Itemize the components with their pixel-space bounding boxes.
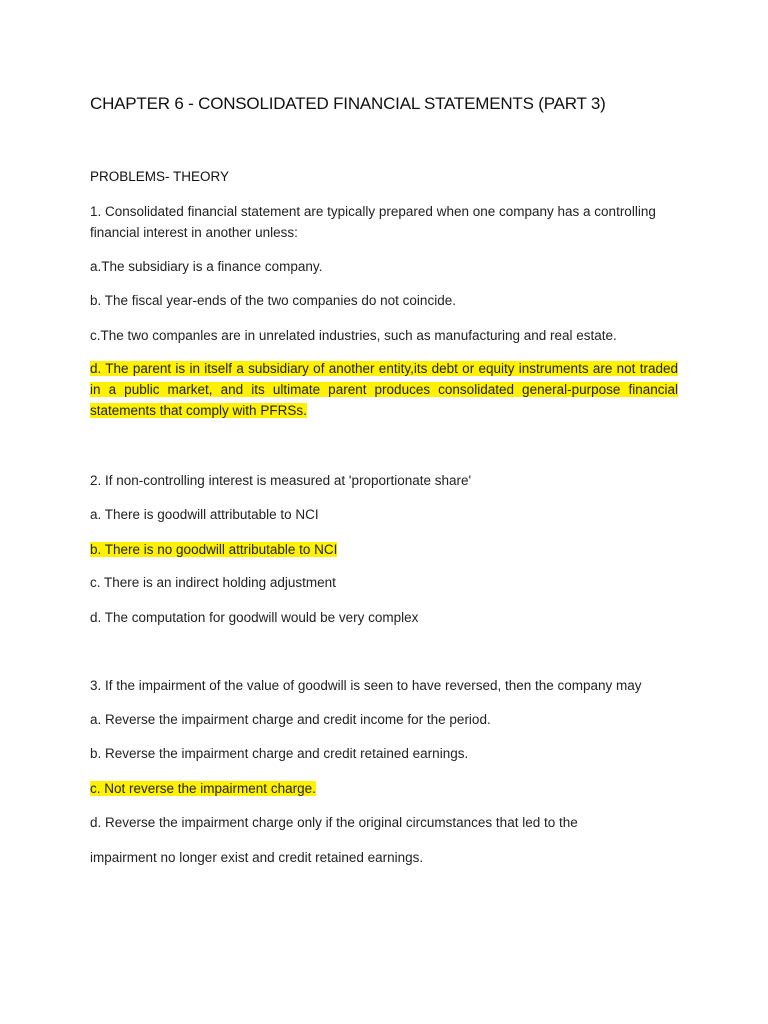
answer-highlight: c. Not reverse the impairment charge. [90,781,316,796]
q3-option-d-continued: impairment no longer exist and credit retained earnings. [90,850,424,865]
question-3: 3. If the impairment of the value of goodwill is seen to have reversed, then the company may [90,678,642,693]
q2-option-c: c. There is an indirect holding adjustment [90,575,336,590]
q3-option-a: a. Reverse the impairment charge and credit income for the period. [90,712,491,727]
q3-option-d: d. Reverse the impairment charge only if the original circumstances that led to the [90,815,578,830]
q2-option-d: d. The computation for goodwill would be very complex [90,610,419,625]
answer-highlight: b. There is no goodwill attributable to NCI [90,542,338,557]
q2-option-b-answer [90,539,337,560]
q1-option-b: b. The fiscal year-ends of the two companies do not coincide. [90,293,456,308]
answer-highlight: d. The parent is in itself a subsidiary of another entity,its debt or equity instruments are not traded in a public market, and its ultimate parent produces consolidated general-purpose financial statements that comply with PFRSs. [90,361,678,418]
section-heading: PROBLEMS- THEORY [90,169,230,184]
q2-option-a: a. There is goodwill attributable to NCI [90,507,319,522]
q3-option-c-answer [90,778,316,799]
question-1: 1. Consolidated financial statement are typically prepared when one company has a controlling financial interest in another unless: [90,204,656,240]
question-2: 2. If non-controlling interest is measured at 'proportionate share' [90,473,472,488]
chapter-title: CHAPTER 6 - CONSOLIDATED FINANCIAL STATEMENTS (PART 3) [90,94,606,113]
q3-option-b: b. Reverse the impairment charge and credit retained earnings. [90,746,469,761]
q1-option-d-answer [90,358,678,421]
q1-option-a: a.The subsidiary is a finance company. [90,259,323,274]
q1-option-c: c.The two companles are in unrelated industries, such as manufacturing and real estate. [90,328,617,343]
